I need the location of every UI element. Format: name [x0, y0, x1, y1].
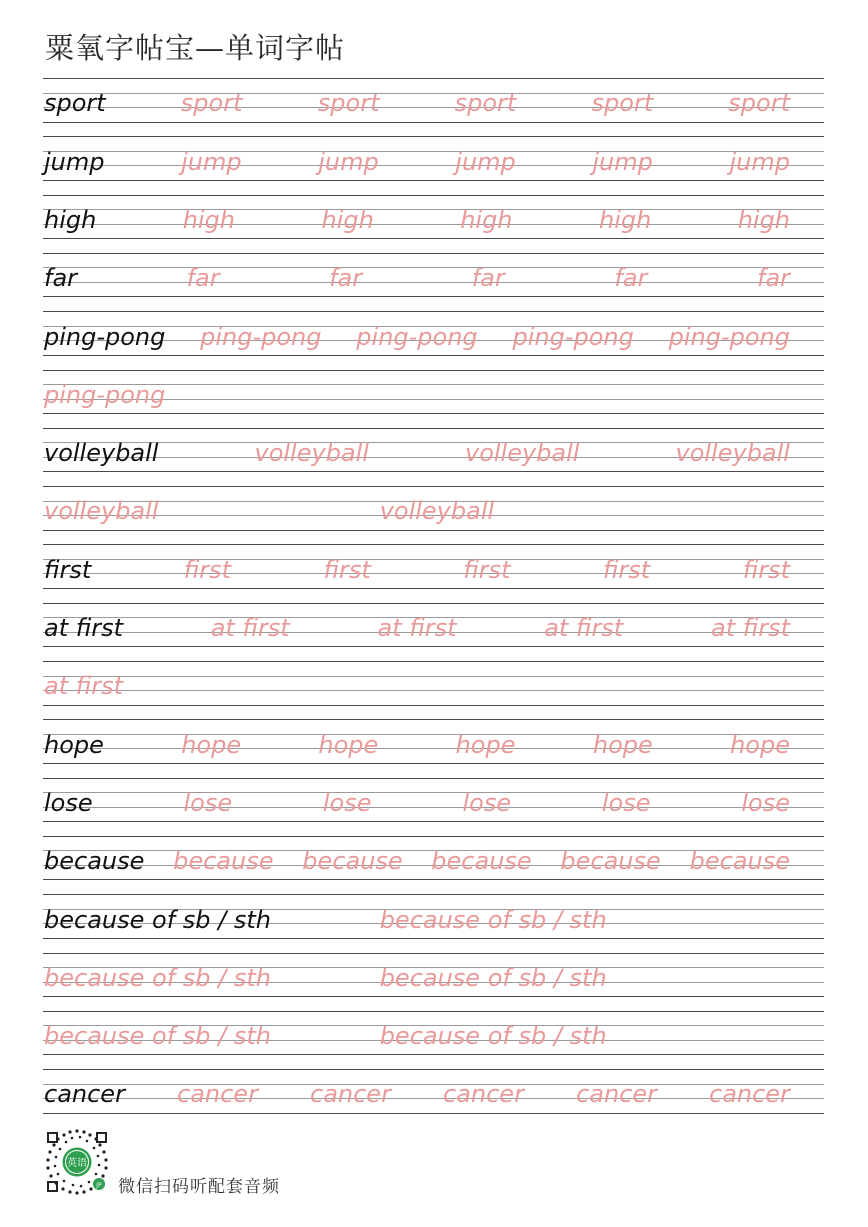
ruled-line — [43, 486, 824, 487]
ruled-line — [43, 836, 824, 837]
ruled-line — [43, 355, 824, 356]
ruled-line — [43, 282, 824, 283]
trace-word: cancer — [310, 1080, 391, 1109]
trace-word: jump — [318, 147, 379, 176]
trace-word: because — [302, 847, 403, 876]
trace-word: ping-pong — [200, 322, 322, 351]
trace-word: lose — [741, 788, 791, 817]
trace-word: volleyball — [254, 439, 369, 468]
trace-word: sport — [454, 89, 517, 118]
ruled-line — [43, 151, 824, 152]
trace-word: jump — [729, 147, 790, 176]
trace-word: cancer — [576, 1080, 658, 1109]
ruled-line — [43, 1054, 824, 1055]
ruled-line — [43, 778, 824, 779]
trace-word: jump — [592, 147, 653, 176]
qr-corner-mark: JP — [96, 1182, 102, 1189]
trace-word: because of sb / sth — [379, 1022, 607, 1051]
trace-word: far — [614, 264, 648, 293]
ruled-line — [43, 311, 824, 312]
trace-word: ping-pong — [356, 322, 478, 351]
ruled-line — [43, 267, 824, 268]
ruled-line — [43, 690, 824, 691]
ruled-line — [43, 253, 824, 254]
trace-word: far — [757, 264, 791, 293]
trace-word: ping-pong — [512, 322, 634, 351]
ruled-line — [43, 661, 824, 662]
page-title: 粟氧字帖宝—单词字帖 — [45, 31, 346, 65]
trace-word: first — [602, 555, 651, 584]
trace-word: because of sb / sth — [44, 1022, 271, 1051]
model-word: hope — [44, 730, 104, 759]
model-word: sport — [44, 89, 106, 118]
ruled-line — [43, 734, 824, 735]
model-word: volleyball — [44, 439, 159, 468]
trace-word: lose — [183, 788, 233, 817]
ruled-line — [43, 603, 824, 604]
model-word: lose — [44, 788, 93, 817]
ruled-line — [43, 428, 824, 429]
ruled-line — [43, 705, 824, 706]
ruled-line — [43, 1069, 824, 1070]
trace-word: at first — [544, 614, 624, 642]
ruled-line — [43, 122, 824, 123]
trace-word: because — [173, 847, 274, 876]
ruled-line — [43, 1098, 824, 1099]
trace-word: volleyball — [675, 439, 790, 468]
trace-word: hope — [181, 730, 242, 759]
ruled-line — [43, 573, 824, 574]
trace-word: first — [742, 555, 790, 584]
ruled-line — [43, 894, 824, 895]
model-word: at first — [44, 614, 124, 642]
model-word: cancer — [44, 1080, 125, 1109]
ruled-line — [43, 195, 824, 196]
ruled-line — [43, 559, 824, 560]
ruled-line — [43, 530, 824, 531]
trace-word: sport — [591, 89, 654, 118]
model-word: because — [44, 847, 145, 876]
trace-word: volleyball — [465, 439, 580, 468]
trace-word: lose — [462, 788, 512, 817]
trace-word: jump — [181, 147, 242, 176]
model-word: far — [44, 264, 78, 293]
trace-word: cancer — [709, 1080, 790, 1109]
trace-word: high — [737, 205, 791, 234]
trace-word: far — [471, 264, 505, 293]
trace-word: at first — [711, 614, 791, 642]
ruled-line — [43, 938, 824, 939]
model-word: because of sb / sth — [44, 905, 271, 934]
qr-badge-label: 英语 — [67, 1158, 87, 1169]
ruled-line — [43, 1084, 824, 1085]
ruled-line — [43, 792, 824, 793]
trace-word: first — [323, 555, 371, 584]
ruled-line — [43, 370, 824, 371]
ruled-line — [43, 1011, 824, 1012]
footer-scan-text: 微信扫码听配套音频 — [118, 1177, 280, 1197]
trace-word: at first — [377, 614, 457, 642]
ruled-line — [43, 209, 824, 210]
trace-word: hope — [592, 730, 653, 759]
trace-word: high — [599, 205, 652, 234]
trace-word: ping-pong — [44, 380, 166, 409]
trace-word: sport — [317, 89, 380, 118]
trace-word: at first — [44, 672, 124, 701]
ruled-line — [43, 953, 824, 954]
trace-word: because of sb / sth — [379, 963, 607, 992]
ruled-line — [43, 238, 824, 239]
trace-word: high — [460, 205, 513, 234]
trace-word: lose — [601, 788, 651, 817]
trace-word: first — [463, 555, 511, 584]
ruled-line — [43, 165, 824, 166]
ruled-line — [43, 544, 824, 545]
trace-word: because — [689, 847, 790, 876]
trace-word: cancer — [177, 1080, 258, 1109]
ruled-line — [43, 996, 824, 997]
trace-word: cancer — [443, 1080, 524, 1109]
model-word: ping-pong — [44, 322, 166, 351]
trace-word: hope — [730, 730, 790, 759]
ruled-line — [43, 413, 824, 414]
trace-word: hope — [318, 730, 379, 759]
trace-word: far — [186, 264, 220, 293]
trace-word: far — [329, 264, 363, 293]
ruled-line — [43, 107, 824, 108]
ruled-line — [43, 93, 824, 94]
ruled-line — [43, 78, 824, 79]
ruled-line — [43, 1113, 824, 1114]
trace-word: because of sb / sth — [44, 963, 271, 992]
trace-word: first — [183, 555, 231, 584]
trace-word: high — [321, 205, 374, 234]
model-word: high — [44, 205, 97, 234]
ruled-line — [43, 471, 824, 472]
trace-word: hope — [455, 730, 516, 759]
qr-code-icon — [42, 1127, 112, 1197]
ruled-line — [43, 224, 824, 225]
ruled-line — [43, 296, 824, 297]
ruled-line — [43, 821, 824, 822]
trace-word: high — [182, 205, 236, 234]
trace-word: lose — [322, 788, 372, 817]
trace-word: volleyball — [379, 497, 495, 526]
ruled-line — [43, 588, 824, 589]
ruled-line — [43, 646, 824, 647]
trace-word: because of sb / sth — [379, 905, 607, 934]
trace-word: sport — [180, 89, 243, 118]
model-word: first — [44, 555, 92, 584]
ruled-line — [43, 180, 824, 181]
trace-word: at first — [210, 614, 290, 642]
trace-word: jump — [455, 147, 516, 176]
trace-word: ping-pong — [668, 322, 790, 351]
ruled-line — [43, 136, 824, 137]
trace-word: sport — [728, 89, 790, 118]
trace-word: because — [560, 847, 661, 876]
ruled-line — [43, 879, 824, 880]
trace-word: volleyball — [44, 497, 159, 526]
ruled-line — [43, 748, 824, 749]
ruled-line — [43, 807, 824, 808]
ruled-line — [43, 719, 824, 720]
trace-word: because — [431, 847, 532, 876]
model-word: jump — [44, 147, 105, 176]
ruled-line — [43, 763, 824, 764]
ruled-line — [43, 676, 824, 677]
